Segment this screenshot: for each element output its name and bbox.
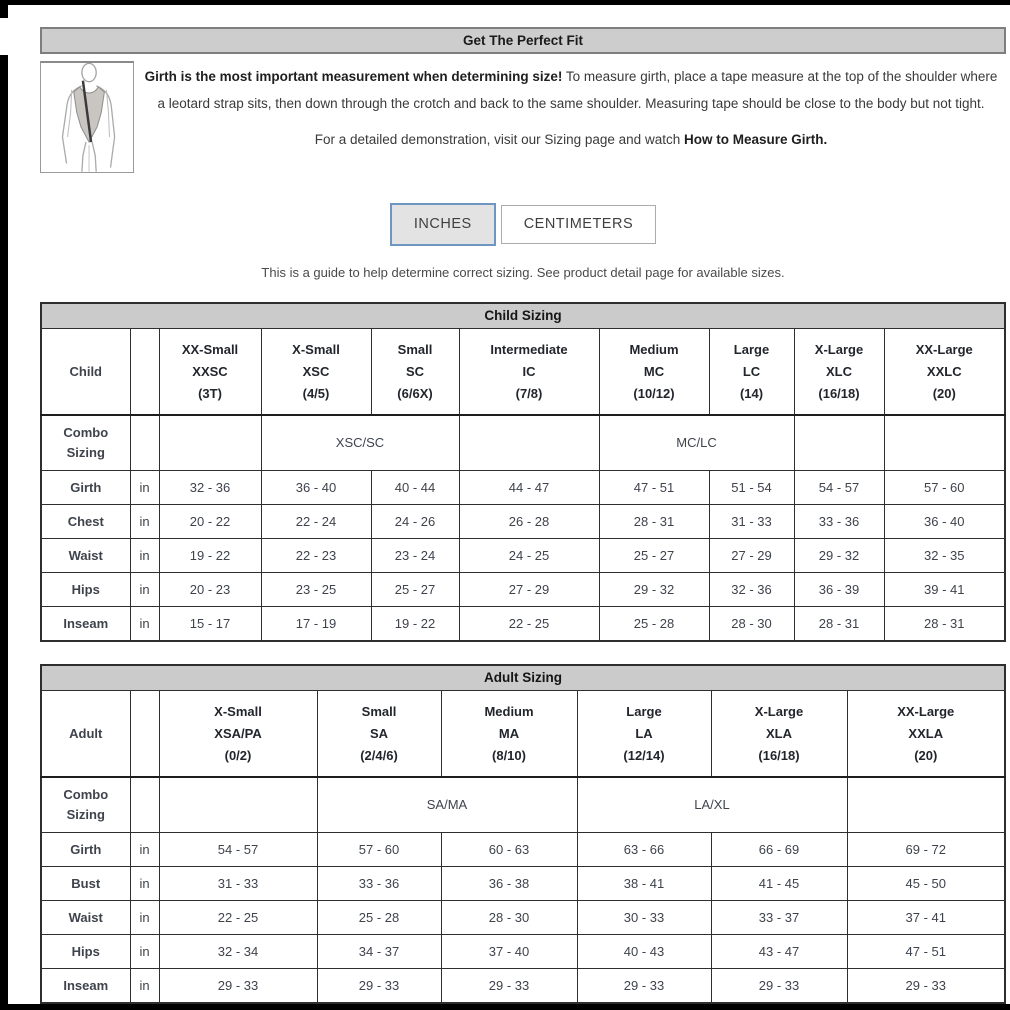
size-value-cell: 47 - 51 [599,471,709,505]
combo-cell: MC/LC [599,415,794,471]
size-column-name: Medium [629,341,679,357]
size-value-cell: 22 - 23 [261,539,371,573]
table-row [41,471,1005,505]
size-column-header [577,691,711,777]
size-value-cell: 66 - 69 [711,833,847,867]
size-value-cell: 20 - 22 [159,505,261,539]
size-column-header [159,691,317,777]
size-column-code: LA [635,725,653,741]
size-value-cell: 37 - 41 [847,901,1005,935]
size-value-cell: 29 - 33 [577,969,711,1003]
size-column-name: X-Large [814,341,864,357]
frame-border-left [0,55,8,1010]
size-column-range: (2/4/6) [360,747,398,763]
size-value-cell: 19 - 22 [371,607,459,641]
size-column-header [159,329,261,415]
size-value-cell: 19 - 22 [159,539,261,573]
size-column-code: XLC [826,363,852,379]
table-row [41,691,1005,777]
unit-cell: in [130,969,159,1003]
size-column-range: (14) [739,385,764,401]
size-column-range: (16/18) [818,385,860,401]
page-title: Get The Perfect Fit [40,27,1006,54]
size-value-cell: 24 - 26 [371,505,459,539]
table-row [41,867,1005,901]
combo-cell: LA/XL [577,777,847,833]
size-column-range: (3T) [198,385,222,401]
size-value-cell: 28 - 31 [599,505,709,539]
combo-sizing-label: Combo Sizing [41,777,130,833]
demo-note-text: For a detailed demonstration, visit our Sizing page and watch [314,132,684,147]
size-value-cell: 29 - 33 [711,969,847,1003]
size-value-cell: 51 - 54 [709,471,794,505]
size-column-name: XX-Large [915,341,973,357]
size-value-cell: 28 - 31 [884,607,1005,641]
table-row [41,539,1005,573]
girth-instructions-rest: To measure girth, place a tape measure at the top of the shoulder where a leotard strap sits, then down through the crotch and back to the same shoulder. Measuring tape should be close to the body but not tight. [157,69,998,111]
table-row [41,505,1005,539]
combo-cell: XSC/SC [261,415,459,471]
size-value-cell: 54 - 57 [159,833,317,867]
girth-instructions [140,63,1002,117]
size-column-code: SC [405,363,425,379]
frame-border-bottom [0,1004,1010,1010]
size-column-header [884,329,1005,415]
size-column-header [261,329,371,415]
size-value-cell: 22 - 25 [159,901,317,935]
size-value-cell: 29 - 32 [599,573,709,607]
size-value-cell: 37 - 40 [441,935,577,969]
size-value-cell: 47 - 51 [847,935,1005,969]
size-column-code: SA [369,725,389,741]
size-value-cell: 29 - 33 [159,969,317,1003]
size-value-cell: 23 - 24 [371,539,459,573]
table-row [41,573,1005,607]
size-value-cell: 28 - 31 [794,607,884,641]
size-value-cell: 38 - 41 [577,867,711,901]
size-column-name: Large [733,341,770,357]
unit-cell: in [130,505,159,539]
size-value-cell: 57 - 60 [884,471,1005,505]
size-value-cell: 45 - 50 [847,867,1005,901]
size-value-cell: 28 - 30 [441,901,577,935]
child-sizing-table [40,302,1006,642]
size-column-range: (16/18) [758,747,800,763]
size-column-header [599,329,709,415]
combo-cell [794,415,884,471]
unit-cell: in [130,539,159,573]
size-column-code: LC [742,363,761,379]
size-value-cell: 31 - 33 [709,505,794,539]
size-column-code: XXLC [926,363,962,379]
size-column-range: (4/5) [302,385,330,401]
size-column-name: Small [397,341,433,357]
size-column-range: (20) [914,747,938,763]
size-column-code: XSC [302,363,330,379]
table-title: Adult Sizing [41,665,1005,691]
size-value-cell: 15 - 17 [159,607,261,641]
unit-cell-empty [130,415,159,471]
size-value-cell: 63 - 66 [577,833,711,867]
table-row [41,665,1005,691]
size-column-code: MA [498,725,520,741]
size-column-header [317,691,441,777]
size-value-cell: 29 - 32 [794,539,884,573]
combo-cell [159,415,261,471]
size-value-cell: 44 - 47 [459,471,599,505]
size-column-name: XX-Large [897,703,955,719]
size-value-cell: 25 - 27 [599,539,709,573]
inches-button[interactable]: INCHES [390,203,496,246]
intro-text-block [134,61,1006,173]
size-value-cell: 27 - 29 [459,573,599,607]
size-column-header [371,329,459,415]
table-row [41,901,1005,935]
size-value-cell: 30 - 33 [577,901,711,935]
size-value-cell: 40 - 43 [577,935,711,969]
size-value-cell: 29 - 33 [441,969,577,1003]
measure-row-label: Inseam [41,969,130,1003]
corner-label: Child [41,329,130,415]
table-row [41,935,1005,969]
size-column-header [847,691,1005,777]
size-value-cell: 41 - 45 [711,867,847,901]
unit-cell: in [130,935,159,969]
size-value-cell: 57 - 60 [317,833,441,867]
measure-row-label: Waist [41,901,130,935]
size-value-cell: 32 - 36 [709,573,794,607]
measure-row-label: Bust [41,867,130,901]
girth-measurement-illustration [40,61,134,173]
size-value-cell: 32 - 34 [159,935,317,969]
size-value-cell: 69 - 72 [847,833,1005,867]
size-column-range: (8/10) [492,747,526,763]
measure-row-label: Chest [41,505,130,539]
combo-cell [459,415,599,471]
size-value-cell: 33 - 37 [711,901,847,935]
measure-row-label: Girth [41,471,130,505]
size-column-header [711,691,847,777]
unit-cell: in [130,573,159,607]
size-column-header [709,329,794,415]
unit-cell: in [130,471,159,505]
leotard-figure-icon [41,63,133,172]
size-value-cell: 25 - 28 [317,901,441,935]
size-value-cell: 29 - 33 [847,969,1005,1003]
size-value-cell: 32 - 36 [159,471,261,505]
centimeters-button[interactable]: CENTIMETERS [501,205,656,244]
size-column-name: Intermediate [490,341,568,357]
measure-row-label: Inseam [41,607,130,641]
size-value-cell: 54 - 57 [794,471,884,505]
size-value-cell: 31 - 33 [159,867,317,901]
size-column-name: X-Small [292,341,340,357]
measure-row-label: Hips [41,935,130,969]
size-value-cell: 29 - 33 [317,969,441,1003]
size-value-cell: 40 - 44 [371,471,459,505]
table-row [41,607,1005,641]
table-row [41,329,1005,415]
size-column-name: Large [626,703,662,719]
demo-note [140,132,1002,147]
combo-cell [159,777,317,833]
size-column-range: (7/8) [515,385,543,401]
guide-note: This is a guide to help determine correct sizing. See product detail page for available sizes. [261,264,785,280]
size-value-cell: 36 - 39 [794,573,884,607]
adult-sizing-table [40,664,1006,1004]
size-value-cell: 28 - 30 [709,607,794,641]
size-value-cell: 32 - 35 [884,539,1005,573]
unit-cell: in [130,901,159,935]
table-row [41,969,1005,1003]
girth-instructions-bold: Girth is the most important measurement when determining size! [144,69,563,84]
size-value-cell: 23 - 25 [261,573,371,607]
size-column-range: (6/6X) [397,385,433,401]
size-value-cell: 25 - 28 [599,607,709,641]
combo-cell [884,415,1005,471]
combo-cell [847,777,1005,833]
size-value-cell: 33 - 36 [317,867,441,901]
intro-section [40,61,1006,173]
size-column-header [459,329,599,415]
size-column-name: X-Large [754,703,804,719]
unit-toggle [40,203,1006,246]
corner-label: Adult [41,691,130,777]
size-column-header [441,691,577,777]
measure-row-label: Girth [41,833,130,867]
demo-note-bold: How to Measure Girth. [683,132,828,147]
size-value-cell: 25 - 27 [371,573,459,607]
size-column-header [794,329,884,415]
size-value-cell: 27 - 29 [709,539,794,573]
size-column-name: Medium [484,703,534,719]
unit-cell: in [130,833,159,867]
size-value-cell: 36 - 40 [261,471,371,505]
size-value-cell: 36 - 40 [884,505,1005,539]
size-column-code: XLA [766,725,792,741]
combo-sizing-label: Combo Sizing [41,415,130,471]
size-value-cell: 33 - 36 [794,505,884,539]
size-column-range: (20) [932,385,956,401]
size-column-code: IC [522,363,536,379]
table-row [41,833,1005,867]
table-title: Child Sizing [41,303,1005,329]
size-column-code: XXLA [908,725,944,741]
size-column-range: (10/12) [633,385,675,401]
unit-cell-empty [130,777,159,833]
size-column-name: X-Small [214,703,262,719]
unit-column-header [130,329,159,415]
size-column-code: XXSC [192,363,228,379]
size-column-name: Small [361,703,397,719]
size-chart-page [8,5,1008,1004]
unit-cell: in [130,607,159,641]
size-value-cell: 22 - 24 [261,505,371,539]
size-column-range: (12/14) [623,747,665,763]
size-value-cell: 26 - 28 [459,505,599,539]
size-value-cell: 34 - 37 [317,935,441,969]
size-value-cell: 17 - 19 [261,607,371,641]
size-value-cell: 24 - 25 [459,539,599,573]
table-row [41,777,1005,833]
size-value-cell: 43 - 47 [711,935,847,969]
size-column-name: XX-Small [181,341,239,357]
size-value-cell: 60 - 63 [441,833,577,867]
combo-cell: SA/MA [317,777,577,833]
table-row [41,303,1005,329]
unit-cell: in [130,867,159,901]
measure-row-label: Waist [41,539,130,573]
table-row [41,415,1005,471]
measure-row-label: Hips [41,573,130,607]
size-column-range: (0/2) [224,747,252,763]
size-column-code: XSA/PA [214,725,262,741]
size-column-code: MC [643,363,665,379]
size-value-cell: 36 - 38 [441,867,577,901]
size-value-cell: 39 - 41 [884,573,1005,607]
size-value-cell: 20 - 23 [159,573,261,607]
unit-column-header [130,691,159,777]
size-value-cell: 22 - 25 [459,607,599,641]
